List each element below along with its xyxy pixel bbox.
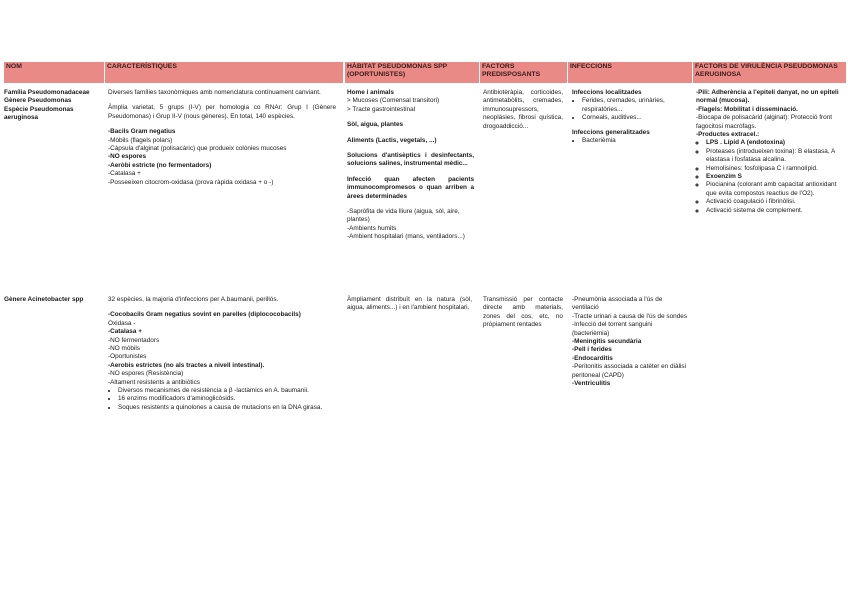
row1-factors: Antibiotèràpia, corticoides, antimetabòlits, cremades, immunosupressors, neoplàsies, fibrosi quística, drogoaddicció... <box>483 89 563 130</box>
row1-virulencia: -Pili: Adherència a l'epiteli danyat, no un epiteli normal (mucosa). -Flagels: Mobilitat i disseminació. -Biocapa de polisacàrid (alginat): Protecció front fagocitosi macròfags. -Productes extracel.: ◦ LPS . Lípid A (endotoxina) ◦ Proteases (introdueixen toxina): B elastasa, A elastasa i fosfatasa alcalina. ◦ Hemolisines: fosfolipasa C i ramnolípid. ◦ Exoenzim S ◦ Piocianina (colorant amb capacitat antioxidant que evita compostos reactius de l'O2). ◦ Activació coagulació i fibrinòlisi. ◦ Activació sistema de complement. <box>696 89 844 215</box>
row2-habitat: Àmpliament distribuït en la natura (sòl, aigua, aliments...) i en l'ambient hospitalari. <box>347 296 472 312</box>
header-virulencia: FACTORS DE VIRULÈNCIA PSEUDOMONAS AERUGINOSA <box>693 62 846 83</box>
header-nom: NOM <box>4 62 104 83</box>
row1-infeccions: Infeccions localitzades • Ferides, cremades, urinàries, respiratòries... • Corneals, auditives... Infeccions generalitzades • Bacterièmia <box>572 89 688 145</box>
row2-infeccions: -Pneumònia associada a l'ús de ventilació -Tracte urinari a causa de l'ús de sondes -Infecció del torrent sanguini (bacterièmia) -Meningitis secundària -Pell i ferides -Endocarditis -Peritonitis associada a catèter en diàlisi peritoneal (CAPD) -Ventriculitis <box>572 296 688 388</box>
header-habitat: HÀBITAT PSEUDOMONAS SPP (OPORTUNISTES) <box>345 62 479 83</box>
row2-caracteristiques: 32 espècies, la majoria d'infeccions per A.baumanii, perillós. -Cocobacils Gram negatius sovint en parelles (diplococobacils) Oxidasa - -Catalasa + -NO fermentadors -NO mòbils -Oportunistes -Aerobis estrictes (no als tractes a nivell intestinal). -NO espores (Resistència) -Altament resistents a antibiòtics • Diversos mecanismes de resistència a β -lactàmics en A. baumanii. • 16 enzims modificadors d'aminoglicòsids. • Soques resistents a quinolones a causa de mutacions en la DNA girasa. <box>108 296 336 412</box>
header-factors: FACTORS PREDISPOSANTS <box>480 62 567 83</box>
header-infeccions: INFECCIONS <box>568 62 692 83</box>
header-caracteristiques: CARACTERÍSTIQUES <box>105 62 343 83</box>
row1-nom: Família Pseudomonadaceae Gènere Pseudomonas Espècie Pseudomonas aeruginosa <box>4 89 90 122</box>
row2-factors: Transmissió per contacte directe amb materials, zones del cos, etc, no pròpiament rentades <box>483 296 563 329</box>
row1-habitat: Home i animals > Mucoses (Comensal transitori) > Tracte gastrointestinal Sòl, aigua, plantes Aliments (Lactis, vegetals, ...) Solucions d'antisèptics i desinfectants, solucions salines, instrumental mèdic... Infecció quan afecten pacients immunocompromesos o quan arriben a àrees determinades -Sapròfita de vida lliure (aigua, sòl, aire, plantes) -Ambients humits -Ambient hospitalari (mans, ventiladors...) <box>347 89 474 241</box>
row1-caracteristiques: Diverses famílies taxonòmiques amb nomenclatura contínuament canviant. Àmplia varietat, 5 grups (I-V) per homologia co RNAr: Grup I (Gènere Pseudomonas) i Grup II-V (nous gèneres). En total, 140 espècies. -Bacils Gram negatius -Mòbils (flagels polars) -Càpsula d'alginat (polisacàric) que produeix colònies mucoses -NO espores -Aeròbi estricte (no fermentadors) -Catalasa + -Posseeixen citocrom-oxidasa (prova ràpida oxidasa + o -) <box>108 89 336 186</box>
row2-nom: Gènere Acinetobacter spp <box>4 296 84 303</box>
